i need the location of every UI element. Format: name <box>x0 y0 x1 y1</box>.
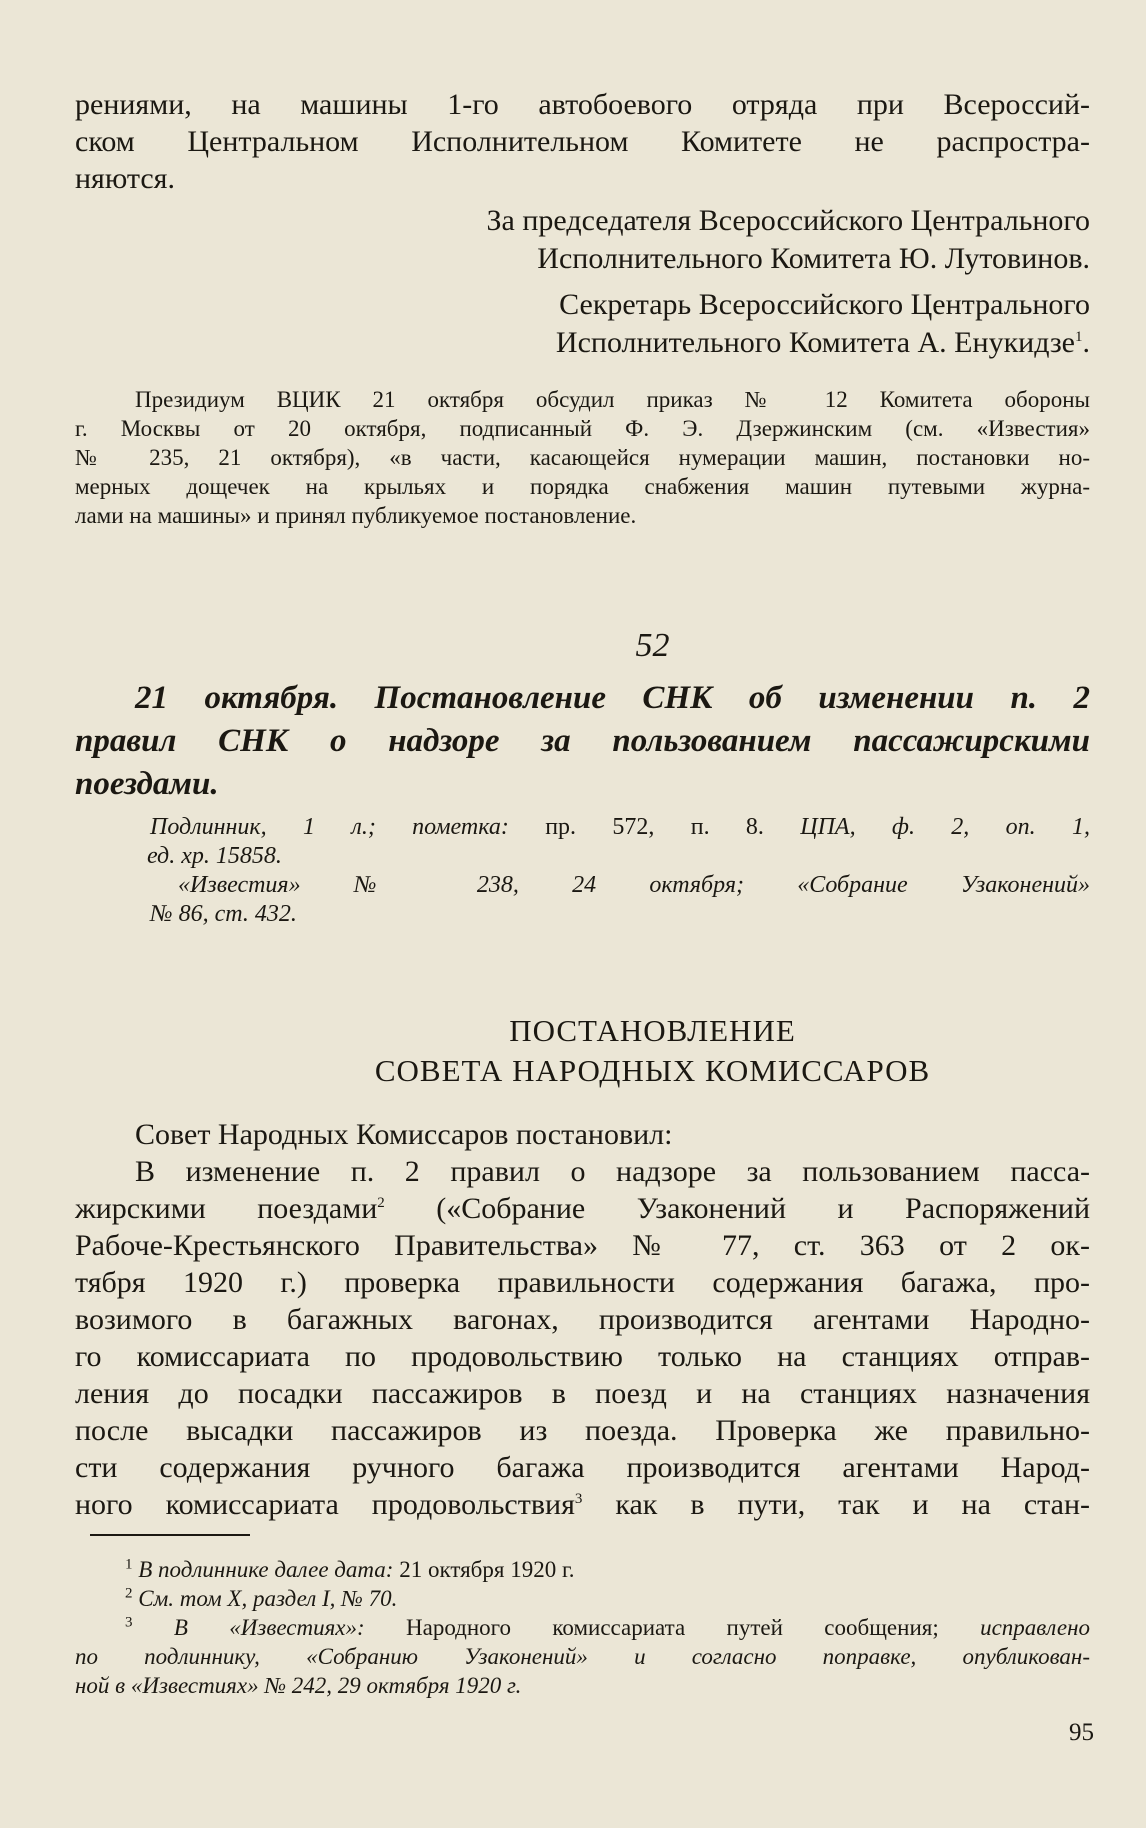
footnote-3 <box>75 1613 1090 1642</box>
footnote-italic: В подлиннике далее дата: <box>138 1557 394 1582</box>
footnotes <box>75 1555 1090 1700</box>
decree-line: В изменение п. 2 правил о надзоре за пользованием пасса- <box>135 1155 1090 1188</box>
decree-text: ного комиссариата продовольствия <box>75 1488 575 1521</box>
source-original: Подлинник, 1 л.; пометка: <box>150 814 509 840</box>
page-number: 95 <box>1069 1719 1094 1746</box>
decree-line: тября 1920 г.) проверка правильности содержания багажа, про- <box>75 1266 1090 1299</box>
document-number: 52 <box>635 627 670 664</box>
editorial-note <box>75 385 1090 530</box>
text-line: рениями, на машины 1-го автобоевого отряда при Всероссий- <box>75 88 1090 121</box>
note-line: г. Москвы от 20 октября, подписанный Ф. Э. Дзержинским (см. «Известия» <box>75 416 1090 441</box>
document-heading <box>75 677 1090 806</box>
decree-title-line: ПОСТАНОВЛЕНИЕ <box>509 1013 796 1048</box>
signature-block <box>75 202 1140 370</box>
footnote-italic: См. том X, раздел I, № 70. <box>138 1586 398 1611</box>
footnote-number: 2 <box>125 1585 133 1602</box>
text-line: няются. <box>75 162 175 195</box>
footnote-3-line: ной в «Известиях» № 242, 29 октября 1920 г. <box>75 1673 522 1698</box>
footnote-mark: 3 <box>574 1491 583 1507</box>
note-line: № 235, 21 октября), «в части, касающейся нумерации машин, постановки но- <box>75 445 1090 470</box>
decree-line: Рабоче-Крестьянского Правительства» № 77, ст. 363 от 2 ок- <box>75 1229 1090 1262</box>
decree-line: после высадки пассажиров из поезда. Проверка же правильно- <box>75 1414 1090 1447</box>
decree-line: Совет Народных Комиссаров постановил: <box>135 1118 673 1151</box>
footnote-3-line: по подлиннику, «Собранию Узаконений» и согласно поправке, опубликован- <box>75 1644 1090 1669</box>
signature-line: Секретарь Всероссийского Центрального <box>559 288 1090 321</box>
source-line: ед. хр. 15858. <box>147 843 282 869</box>
decree-title <box>75 1011 1146 1091</box>
source-reference <box>147 813 1090 929</box>
decree-line <box>75 1486 1090 1523</box>
decree-title-line: СОВЕТА НАРОДНЫХ КОМИССАРОВ <box>374 1053 931 1088</box>
heading-line: 21 октября. Постановление СНК об изменении п. 2 <box>135 680 1090 716</box>
decree-body <box>75 1116 1090 1523</box>
footnote-mark: 1 <box>1075 329 1083 345</box>
footnote-number: 1 <box>125 1556 133 1573</box>
footnote-italic: исправлено <box>938 1615 1090 1640</box>
decree-line <box>75 1190 1090 1227</box>
heading-line: правил СНК о надзоре за пользованием пассажирскими <box>75 723 1090 759</box>
source-archive: ЦПА, ф. 2, оп. 1, <box>800 814 1090 840</box>
footnote-number: 3 <box>125 1614 133 1631</box>
footnote-1 <box>75 1555 1090 1584</box>
signature-chairman <box>75 202 1090 278</box>
note-line: лами на машины» и принял публикуемое постановление. <box>75 503 637 528</box>
signature-line: Исполнительного Комитета Ю. Лутовинов. <box>537 242 1090 275</box>
signature-line <box>75 324 1090 362</box>
footnote-text: Народного комиссариата путей сообщения; <box>364 1615 939 1640</box>
decree-text: как в пути, так и на стан- <box>582 1488 1091 1521</box>
decree-line: возимого в багажных вагонах, производится агентами Народно- <box>75 1303 1090 1336</box>
decree-line: ления до посадки пассажиров в поезд и на станциях назначения <box>75 1377 1090 1410</box>
signature-line: За председателя Всероссийского Центрального <box>486 204 1090 237</box>
footnote-divider <box>90 1534 250 1536</box>
decree-line: го комиссариата по продовольствию только на станциях отправ- <box>75 1340 1090 1373</box>
footnote-italic: В «Известиях»: <box>173 1615 365 1640</box>
source-line <box>150 813 1090 842</box>
footnote-2 <box>75 1584 1090 1613</box>
decree-line: сти содержания ручного багажа производится агентами Народ- <box>75 1451 1090 1484</box>
source-mark: пр. 572, п. 8. <box>545 814 764 840</box>
decree-text: («Собрание Узаконений и Распоряжений <box>384 1192 1090 1225</box>
note-line: мерных дощечек на крыльях и порядка снабжения машин путевыми журна- <box>75 474 1090 499</box>
top-paragraph <box>75 86 1090 197</box>
signature-secretary <box>75 286 1090 362</box>
signature-text: Исполнительного Комитета А. Енукидзе <box>555 326 1075 359</box>
source-line: № 86, ст. 432. <box>150 901 297 927</box>
source-line: «Известия» № 238, 24 октября; «Собрание Узаконений» <box>178 872 1090 898</box>
footnote-mark: 2 <box>377 1195 385 1211</box>
note-line: Президиум ВЦИК 21 октября обсудил приказ № 12 Комитета обороны <box>135 387 1090 412</box>
text-line: ском Центральном Исполнительном Комитете не распростра- <box>75 125 1090 158</box>
footnote-text: 21 октября 1920 г. <box>393 1557 575 1582</box>
signature-end: . <box>1082 326 1090 359</box>
heading-line: поездами. <box>75 766 219 802</box>
decree-text: жирскими поездами <box>75 1192 378 1225</box>
